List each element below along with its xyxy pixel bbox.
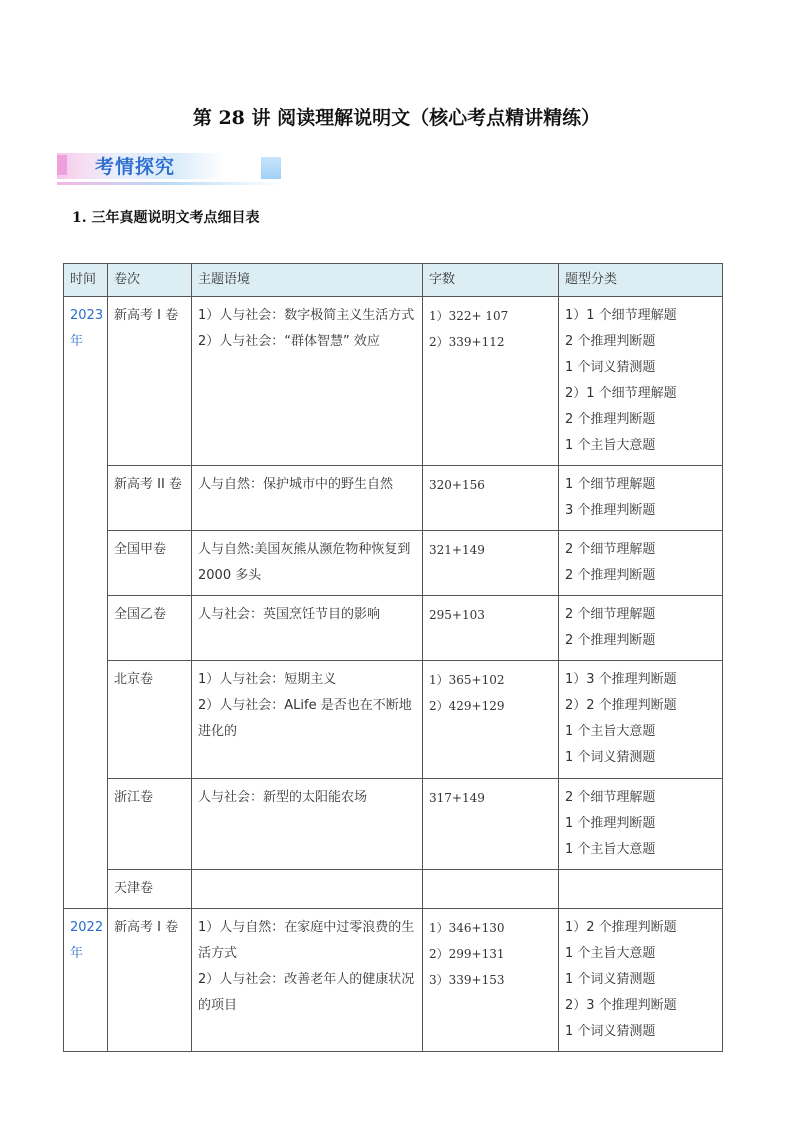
table-row (64, 909, 723, 1052)
paper-cell: 新高考 I 卷 (108, 909, 192, 1052)
word-count-cell (423, 779, 559, 870)
section-banner (57, 153, 227, 185)
paper-cell: 新高考 I 卷 (108, 297, 192, 466)
question-types-cell (559, 596, 723, 661)
word-count-cell-line: 3）339+153 (429, 973, 505, 987)
question-types-cell-line: 2）1 个细节理解题 (565, 386, 677, 401)
question-types-cell-line: 1 个主旨大意题 (565, 724, 656, 739)
word-count-cell-line: 2）299+131 (429, 947, 505, 961)
theme-cell (192, 909, 423, 1052)
word-count-cell (423, 870, 559, 909)
paper-cell: 天津卷 (108, 870, 192, 909)
question-types-cell-line: 1）2 个推理判断题 (565, 920, 677, 935)
paper-cell: 新高考 II 卷 (108, 466, 192, 531)
question-types-cell (559, 466, 723, 531)
word-count-cell (423, 466, 559, 531)
word-count-cell (423, 297, 559, 466)
question-types-cell-line: 3 个推理判断题 (565, 503, 656, 518)
word-count-cell (423, 596, 559, 661)
question-types-cell (559, 870, 723, 909)
table-caption: 1. 三年真题说明文考点细目表 (72, 210, 260, 226)
question-types-cell-line: 2）2 个推理判断题 (565, 698, 677, 713)
year-cell: 2022 年 (64, 909, 108, 1052)
theme-cell-line: 人与社会：英国烹饪节目的影响 (198, 607, 381, 622)
word-count-cell (423, 661, 559, 779)
question-types-cell-line: 2 个推理判断题 (565, 412, 656, 427)
theme-cell-line: 2）人与社会：“群体智慧” 效应 (198, 334, 380, 349)
table-row (64, 779, 723, 870)
theme-cell (192, 779, 423, 870)
word-count-cell-line: 317+149 (429, 791, 485, 805)
theme-cell-line: 人与自然:美国灰熊从濒危物种恢复到 2000 多头 (198, 542, 411, 583)
question-types-cell-line: 1 个主旨大意题 (565, 946, 656, 961)
question-types-cell-line: 1）3 个推理判断题 (565, 672, 677, 687)
header-word-count: 字数 (423, 264, 559, 297)
table-row (64, 661, 723, 779)
theme-cell (192, 596, 423, 661)
theme-cell-line: 人与社会：新型的太阳能农场 (198, 790, 368, 805)
header-question-types: 题型分类 (559, 264, 723, 297)
theme-cell-line: 1）人与自然：在家庭中过零浪费的生活方式 (198, 920, 415, 961)
theme-cell (192, 870, 423, 909)
paper-cell: 全国乙卷 (108, 596, 192, 661)
theme-cell (192, 531, 423, 596)
theme-cell (192, 297, 423, 466)
table-body (64, 297, 723, 1052)
paper-cell: 浙江卷 (108, 779, 192, 870)
banner-text: 考情探究 (95, 156, 176, 178)
banner-underline (57, 182, 283, 185)
header-theme: 主题语境 (192, 264, 423, 297)
question-types-cell-line: 1 个推理判断题 (565, 816, 656, 831)
theme-cell (192, 466, 423, 531)
question-types-cell-line: 1 个词义猜测题 (565, 1024, 656, 1039)
word-count-cell-line: 295+103 (429, 608, 485, 622)
banner-right-accent (261, 157, 281, 179)
header-time: 时间 (64, 264, 108, 297)
banner-left-accent (57, 155, 67, 175)
word-count-cell-line: 2）429+129 (429, 699, 505, 713)
paper-cell: 全国甲卷 (108, 531, 192, 596)
question-types-cell-line: 2 个细节理解题 (565, 542, 656, 557)
table-row (64, 531, 723, 596)
question-types-cell (559, 531, 723, 596)
question-types-cell-line: 1）1 个细节理解题 (565, 308, 677, 323)
exam-points-table (63, 263, 723, 1052)
theme-cell-line: 1）人与社会：数字极简主义生活方式 (198, 308, 415, 323)
word-count-cell-line: 1）322+ 107 (429, 309, 509, 323)
page-title: 第 28 讲 阅读理解说明文（核心考点精讲精练） (192, 107, 601, 129)
question-types-cell-line: 2 个推理判断题 (565, 568, 656, 583)
header-paper: 卷次 (108, 264, 192, 297)
word-count-cell-line: 320+156 (429, 478, 485, 492)
theme-cell (192, 661, 423, 779)
table-row (64, 297, 723, 466)
table-row (64, 466, 723, 531)
word-count-cell-line: 1）346+130 (429, 921, 505, 935)
question-types-cell-line: 1 个词义猜测题 (565, 972, 656, 987)
question-types-cell (559, 779, 723, 870)
theme-cell-line: 1）人与社会：短期主义 (198, 672, 337, 687)
word-count-cell-line: 1）365+102 (429, 673, 505, 687)
word-count-cell-line: 2）339+112 (429, 335, 505, 349)
question-types-cell-line: 2 个推理判断题 (565, 334, 656, 349)
question-types-cell-line: 2 个细节理解题 (565, 790, 656, 805)
table-header-row (64, 264, 723, 297)
question-types-cell-line: 2 个细节理解题 (565, 607, 656, 622)
question-types-cell (559, 909, 723, 1052)
question-types-cell-line: 2 个推理判断题 (565, 633, 656, 648)
question-types-cell-line: 1 个主旨大意题 (565, 842, 656, 857)
question-types-cell-line: 1 个词义猜测题 (565, 360, 656, 375)
question-types-cell-line: 1 个词义猜测题 (565, 750, 656, 765)
table-row (64, 870, 723, 909)
theme-cell-line: 人与自然：保护城市中的野生自然 (198, 477, 394, 492)
word-count-cell (423, 909, 559, 1052)
question-types-cell-line: 2）3 个推理判断题 (565, 998, 677, 1013)
question-types-cell-line: 1 个细节理解题 (565, 477, 656, 492)
question-types-cell (559, 297, 723, 466)
word-count-cell-line: 321+149 (429, 543, 485, 557)
paper-cell: 北京卷 (108, 661, 192, 779)
word-count-cell (423, 531, 559, 596)
question-types-cell-line: 1 个主旨大意题 (565, 438, 656, 453)
question-types-cell (559, 661, 723, 779)
table-row (64, 596, 723, 661)
theme-cell-line: 2）人与社会：改善老年人的健康状况的项目 (198, 972, 415, 1013)
theme-cell-line: 2）人与社会：ALife 是否也在不断地进化的 (198, 698, 412, 739)
year-cell: 2023 年 (64, 297, 108, 909)
